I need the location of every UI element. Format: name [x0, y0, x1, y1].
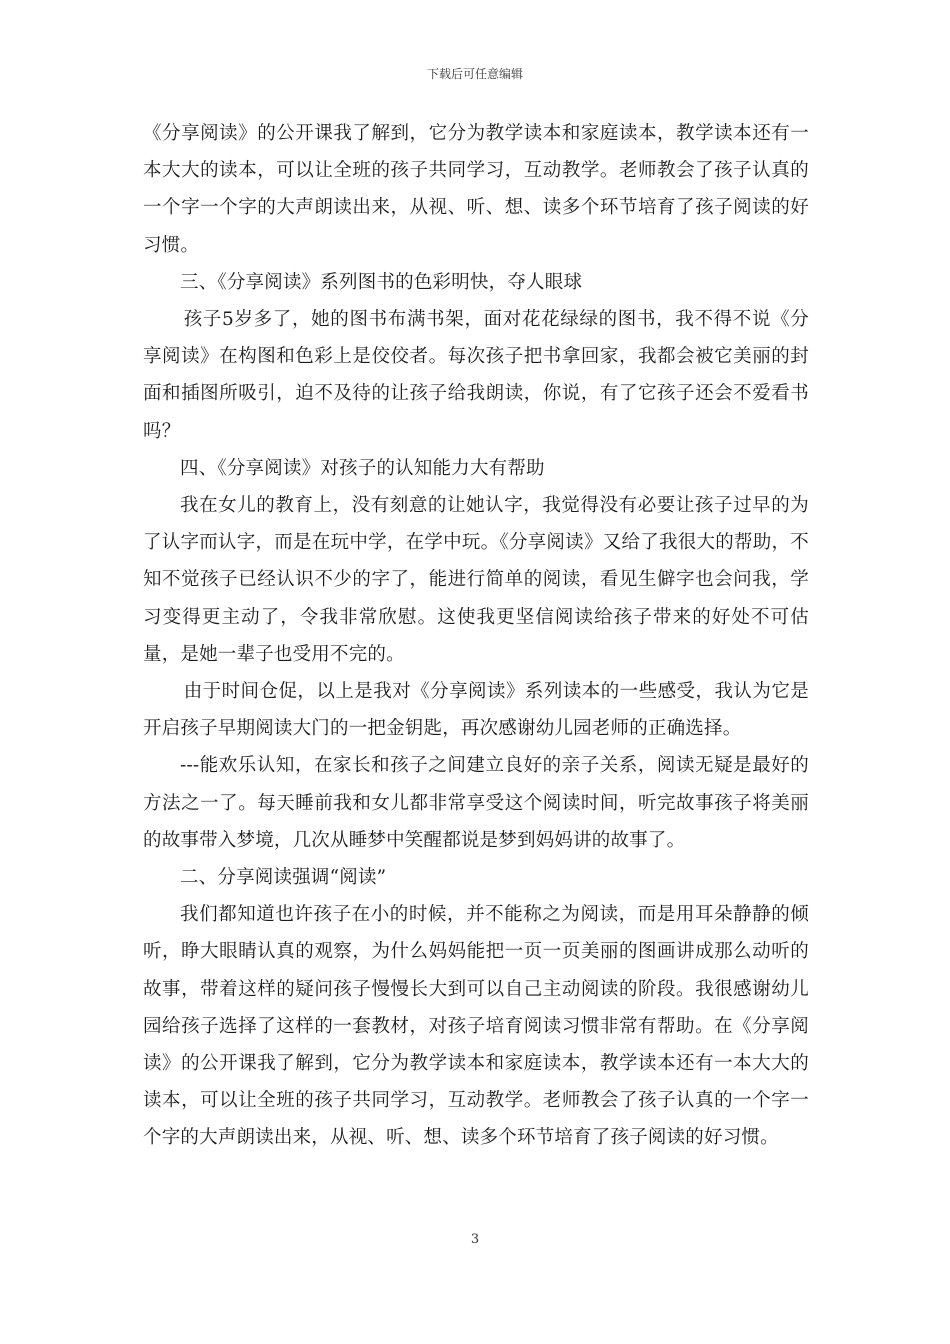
paragraph-cognition: 我在女儿的教育上，没有刻意的让她认字，我觉得没有必要让孩子过早的为了认字而认字，而是在玩中学，在学中玩。《分享阅读》又给了我很大的帮助，不知不觉孩子已经认识不少的字了，能进行简单的阅读，看见生僻字也会问我，学习变得更主动了，令我非常欣慰。这使我更坚信阅读给孩子带来的好处不可估量，是她一辈子也受用不完的。: [143, 495, 809, 665]
document-body: [143, 115, 809, 1157]
paragraph-colors: 孩子5岁多了，她的图书布满书架，面对花花绿绿的图书，我不得不说《分享阅读》在构图和色彩上是佼佼者。每次孩子把书拿回家，我都会被它美丽的封面和插图所吸引，迫不及待的让孩子给我朗读，你说，有了它孩子还会不爱看书吗？: [143, 309, 809, 442]
page-number: 3: [470, 1232, 480, 1247]
paragraph-continuation: 《分享阅读》的公开课我了解到，它分为教学读本和家庭读本，教学读本还有一本大大的读本，可以让全班的孩子共同学习，互动教学。老师教会了孩子认真的一个字一个字的大声朗读出来，从视、听、想、读多个环节培育了孩子阅读的好习惯。: [143, 123, 809, 256]
page-header: 下载后可任意编辑: [426, 67, 523, 81]
section-heading-three: 三、《分享阅读》系列图书的色彩明快，夺人眼球: [180, 271, 583, 293]
paragraph-reading: 我们都知道也许孩子在小的时候，并不能称之为阅读，而是用耳朵静静的倾听，睁大眼睛认真的观察，为什么妈妈能把一页一页美丽的图画讲成那么动听的故事，带着这样的疑问孩子慢慢长大到可以自己主动阅读的阶段。我很感谢幼儿园给孩子选择了这样的一套教材，对孩子培育阅读习惯非常有帮助。在《分享阅读》的公开课我了解到，它分为教学读本和家庭读本，教学读本还有一本大大的读本，可以让全班的孩子共同学习，互动教学。老师教会了孩子认真的一个字一个字的大声朗读出来，从视、听、想、读多个环节培育了孩子阅读的好习惯。: [143, 904, 809, 1149]
paragraph-summary: 由于时间仓促，以上是我对《分享阅读》系列读本的一些感受，我认为它是开启孩子早期阅读大门的一把金钥匙，再次感谢幼儿园老师的正确选择。: [143, 681, 809, 740]
paragraph-bedtime: ---能欢乐认知，在家长和孩子之间建立良好的亲子关系，阅读无疑是最好的方法之一了。每天睡前我和女儿都非常享受这个阅读时间，听完故事孩子将美丽的故事带入梦境，几次从睡梦中笑醒都说是梦到妈妈讲的故事了。: [143, 755, 809, 851]
section-heading-four: 四、《分享阅读》对孩子的认知能力大有帮助: [180, 457, 545, 479]
section-heading-two: 二、分享阅读强调“阅读”: [180, 867, 387, 889]
